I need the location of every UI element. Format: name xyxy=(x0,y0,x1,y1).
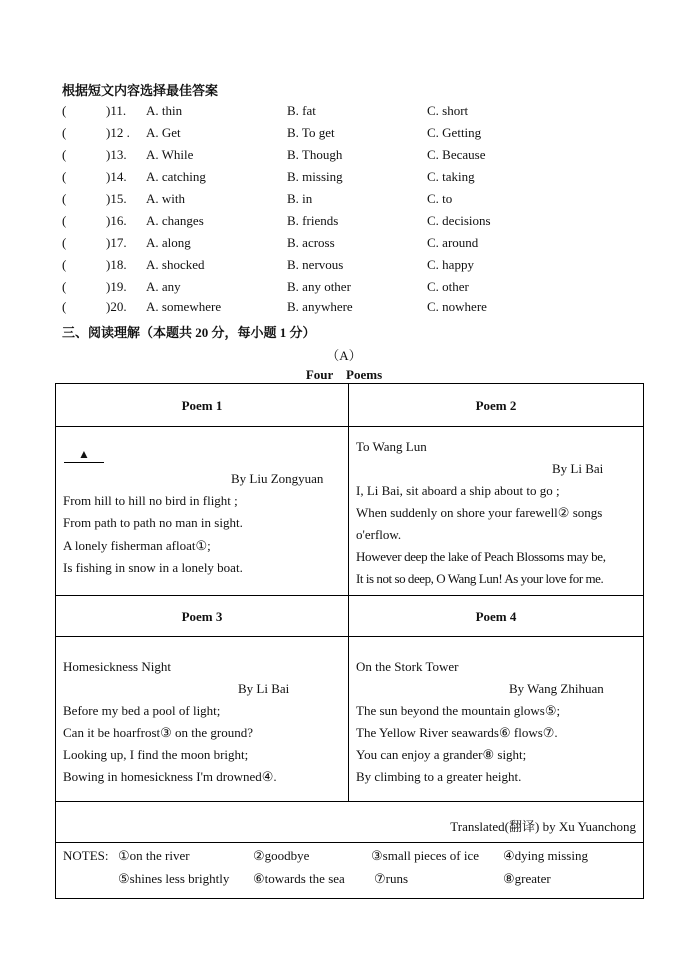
poem4-title: On the Stork Tower xyxy=(356,659,459,674)
question-number: )15. xyxy=(106,191,127,206)
option-a[interactable]: A. shocked xyxy=(146,257,205,272)
answer-blank[interactable]: ( xyxy=(62,235,67,250)
answer-blank[interactable]: ( xyxy=(62,279,67,294)
poem2-header: Poem 2 xyxy=(475,398,517,413)
poem2-line: It is not so deep, O Wang Lun! As your love for me. xyxy=(356,571,604,586)
note-item: ①on the river xyxy=(118,848,190,863)
option-a[interactable]: A. with xyxy=(146,191,185,206)
note-item: ③small pieces of ice xyxy=(371,848,480,863)
answer-blank[interactable]: ( xyxy=(62,125,67,140)
option-a[interactable]: A. Get xyxy=(146,125,181,140)
passage-title: Four Poems xyxy=(305,367,383,382)
question-number: )20. xyxy=(106,299,127,314)
option-c[interactable]: C. to xyxy=(427,191,453,206)
poem2-body xyxy=(349,427,644,596)
poem4-body xyxy=(349,637,644,802)
option-c[interactable]: C. nowhere xyxy=(427,299,487,314)
question-number: )19. xyxy=(106,279,127,294)
question-row xyxy=(62,279,622,299)
poem2-line: However deep the lake of Peach Blossoms may be, xyxy=(356,549,606,564)
poem4-line: You can enjoy a grander⑧ sight; xyxy=(356,747,527,762)
option-c[interactable]: C. taking xyxy=(427,169,475,184)
poem3-header-cell xyxy=(56,596,349,637)
option-b[interactable]: B. nervous xyxy=(287,257,344,272)
option-c[interactable]: C. around xyxy=(427,235,479,250)
poem2-line: o'erflow. xyxy=(356,527,402,542)
option-b[interactable]: B. Though xyxy=(287,147,343,162)
note-item: ④dying missing xyxy=(503,848,588,863)
poem1-line: Is fishing in snow in a lonely boat. xyxy=(63,560,243,575)
poem4-line: The sun beyond the mountain glows⑤; xyxy=(356,703,561,718)
poems-table xyxy=(55,383,644,899)
option-a[interactable]: A. any xyxy=(146,279,181,294)
poem1-author: By Liu Zongyuan xyxy=(231,471,324,486)
poem4-header: Poem 4 xyxy=(475,609,517,624)
question-row xyxy=(62,299,622,319)
poem4-line: The Yellow River seawards⑥ flows⑦. xyxy=(356,725,558,740)
question-number: )18. xyxy=(106,257,127,272)
poem2-title: To Wang Lun xyxy=(356,439,427,454)
option-b[interactable]: B. To get xyxy=(287,125,335,140)
note-item: ⑧greater xyxy=(503,871,551,886)
option-c[interactable]: C. decisions xyxy=(427,213,491,228)
notes-cell xyxy=(56,843,644,899)
poem3-body xyxy=(56,637,349,802)
option-a[interactable]: A. changes xyxy=(146,213,204,228)
poem3-line: Bowing in homesickness I'm drowned④. xyxy=(63,769,277,784)
poem4-line: By climbing to a greater height. xyxy=(356,769,522,784)
poem1-line: From path to path no man in sight. xyxy=(63,515,243,530)
poem4-author: By Wang Zhihuan xyxy=(509,681,604,696)
option-c[interactable]: C. Getting xyxy=(427,125,482,140)
question-row xyxy=(62,257,622,277)
poem2-author: By Li Bai xyxy=(552,461,604,476)
passage-label: （A） xyxy=(326,348,362,363)
answer-blank[interactable]: ( xyxy=(62,103,67,118)
option-c[interactable]: C. other xyxy=(427,279,469,294)
option-a[interactable]: A. thin xyxy=(146,103,183,118)
poem3-header: Poem 3 xyxy=(181,609,223,624)
option-c[interactable]: C. Because xyxy=(427,147,486,162)
option-a[interactable]: A. catching xyxy=(146,169,206,184)
answer-blank[interactable]: ( xyxy=(62,147,67,162)
notes-label: NOTES: xyxy=(63,848,109,863)
answer-blank[interactable]: ( xyxy=(62,299,67,314)
option-b[interactable]: B. any other xyxy=(287,279,351,294)
poem2-line: When suddenly on shore your farewell② songs xyxy=(356,505,603,520)
option-b[interactable]: B. anywhere xyxy=(287,299,353,314)
question-number: )16. xyxy=(106,213,127,228)
option-b[interactable]: B. missing xyxy=(287,169,343,184)
option-b[interactable]: B. in xyxy=(287,191,313,206)
poem1-line: From hill to hill no bird in flight ; xyxy=(63,493,238,508)
answer-blank[interactable]: ( xyxy=(62,191,67,206)
option-a[interactable]: A. along xyxy=(146,235,191,250)
question-row xyxy=(62,213,622,233)
question-row xyxy=(62,191,622,211)
option-a[interactable]: A. While xyxy=(146,147,194,162)
question-row xyxy=(62,125,622,145)
question-row xyxy=(62,169,622,189)
poem3-line: Looking up, I find the moon bright; xyxy=(63,747,249,762)
question-row xyxy=(62,103,622,123)
poem3-line: Can it be hoarfrost③ on the ground? xyxy=(63,725,253,740)
answer-blank[interactable]: ( xyxy=(62,213,67,228)
translator-credit: Translated(翻译) by Xu Yuanchong xyxy=(450,819,636,834)
question-row xyxy=(62,235,622,255)
option-a[interactable]: A. somewhere xyxy=(146,299,222,314)
option-b[interactable]: B. fat xyxy=(287,103,316,118)
poem3-line: Before my bed a pool of light; xyxy=(63,703,221,718)
poem2-header-cell xyxy=(349,384,644,427)
question-number: )14. xyxy=(106,169,127,184)
option-c[interactable]: C. happy xyxy=(427,257,474,272)
poem1-body xyxy=(56,427,349,596)
poem1-title-blank[interactable]: ▲ xyxy=(64,447,104,463)
poem2-line: I, Li Bai, sit aboard a ship about to go ; xyxy=(356,483,560,498)
note-item: ⑦runs xyxy=(374,871,409,886)
poem1-line: A lonely fisherman afloat①; xyxy=(63,538,211,553)
question-number: )13. xyxy=(106,147,127,162)
poem3-title: Homesickness Night xyxy=(63,659,171,674)
translator-cell xyxy=(56,802,644,843)
note-item: ②goodbye xyxy=(253,848,310,863)
note-item: ⑤shines less brightly xyxy=(118,871,230,886)
option-b[interactable]: B. friends xyxy=(287,213,339,228)
poem1-header: Poem 1 xyxy=(181,398,223,413)
question-number: )12 . xyxy=(106,125,130,140)
instruction: 根据短文内容选择最佳答案 xyxy=(62,83,219,98)
section-title: 三、阅读理解（本题共 20 分，每小题 1 分） xyxy=(62,325,316,340)
poem1-header-cell xyxy=(56,384,349,427)
question-number: )17. xyxy=(106,235,127,250)
question-row xyxy=(62,147,622,167)
answer-blank[interactable]: ( xyxy=(62,169,67,184)
option-c[interactable]: C. short xyxy=(427,103,469,118)
option-b[interactable]: B. across xyxy=(287,235,335,250)
answer-blank[interactable]: ( xyxy=(62,257,67,272)
question-number: )11. xyxy=(106,103,127,118)
poem4-header-cell xyxy=(349,596,644,637)
poem3-author: By Li Bai xyxy=(238,681,290,696)
note-item: ⑥towards the sea xyxy=(253,871,345,886)
